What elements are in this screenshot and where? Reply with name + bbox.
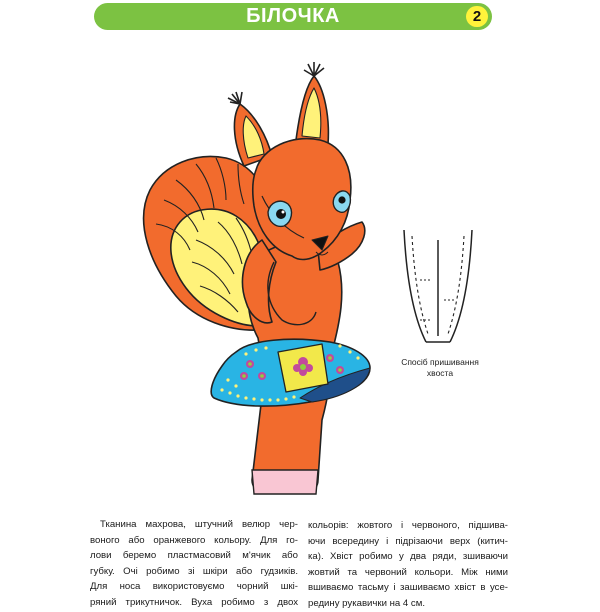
diagram-caption [380, 357, 500, 379]
page-title: БІЛОЧКА [246, 5, 340, 27]
text-line: Для носа використовуємо чорний шкі- [90, 581, 298, 593]
text-line: Тканина махрова, штучний велюр чер- [100, 519, 298, 530]
text-line: жовтий та червоний кольори. Між ними [308, 566, 508, 578]
body-text-right-column [308, 518, 508, 612]
caption-line: Спосіб пришивання [401, 357, 479, 367]
caption-line: хвоста [426, 368, 454, 378]
text-line: вшиваємо тасьму і зашиваємо хвіст в усе- [308, 582, 508, 594]
tail-stitching-diagram [404, 230, 472, 342]
text-line: редину рукавички на 4 см. [308, 597, 425, 609]
text-line: воного або оранжевого кольору. Для го- [90, 534, 298, 546]
text-line: ряний трикутничок. Вуха робимо з двох [90, 596, 298, 608]
sleeve-cuff [252, 470, 318, 494]
text-line: лови беремо пластмасовий м'ячик або [90, 550, 298, 562]
text-line: губку. Очі робимо зі шкіри або гудзиків. [90, 565, 298, 577]
text-line: ючи всередину і підрізаючи верх (китич- [308, 535, 508, 547]
page-number-badge: 2 [466, 6, 488, 27]
text-line: кольорів: жовтого і червоного, підшива- [308, 520, 508, 531]
text-line: ка). Хвіст робимо у два ряди, зшиваючи [308, 551, 508, 563]
body-text-left-column [90, 517, 298, 611]
skirt [211, 339, 370, 406]
